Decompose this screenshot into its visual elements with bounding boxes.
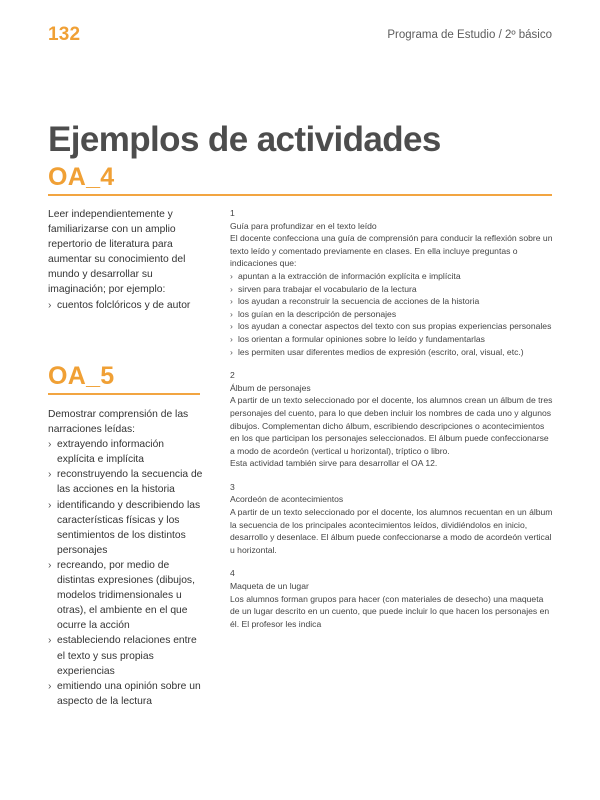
list-item: › apuntan a la extracción de información explícita e implícita: [230, 270, 554, 283]
running-head: [48, 24, 552, 46]
objective-body-oa5: [48, 407, 204, 709]
list-item: › sirven para trabajar el vocabulario de la lectura: [230, 283, 554, 296]
activity-body: A partir de un texto seleccionado por el docente, los alumnos crean un álbum de tres personajes del cuento, para lo que deben incluir los nombres de cada uno y algunos dibujos. Complementan dicho álbum, escribiendo descripciones o acontecimientos en los que participan los personajes seleccionados. El álbum puede confeccionarse a modo de acordeón (vertical u horizontal), tríptico o libro.: [230, 395, 553, 456]
list-item: › los ayudan a conectar aspectos del texto con sus propias experiencias personales: [230, 320, 554, 333]
objective-intro-oa5: Demostrar comprensión de las narraciones leídas:: [48, 409, 189, 436]
activity-body: A partir de un texto seleccionado por el docente, los alumnos recuentan en un álbum la secuencia de los principales acontecimientos leídos, dividiéndolos en inicio, desarrollo y desenlace. El álbum puede confeccionarse a modo de acordeón vertical u horizontal.: [230, 507, 553, 555]
activity-bullets: [230, 270, 554, 358]
activity-number: 2: [230, 370, 235, 381]
activity-1: [230, 207, 554, 358]
list-item: › estableciendo relaciones entre el texto y sus propias experiencias: [48, 633, 204, 678]
list-item: › los orientan a formular opiniones sobre lo leído y fundamentarlas: [230, 333, 554, 346]
objective-bullets-oa5: [48, 437, 204, 709]
activity-2: [230, 369, 554, 470]
running-head-title: Programa de Estudio / 2º básico: [387, 29, 552, 41]
activity-title: Guía para profundizar en el texto leído: [230, 220, 377, 231]
activity-title: Maqueta de un lugar: [230, 581, 309, 592]
activity-body: El docente confecciona una guía de comprensión para conducir la reflexión sobre un texto leído y comentado previamente en clases. En ella incluye preguntas o indicaciones que:: [230, 233, 553, 269]
page-title: Ejemplos de actividades: [48, 120, 441, 160]
objective-rule-oa4: [48, 194, 552, 196]
objective-bullets-oa4: [48, 298, 204, 313]
activity-note: Esta actividad también sirve para desarrollar el OA 12.: [230, 458, 438, 469]
activity-title: Acordeón de acontecimientos: [230, 494, 344, 505]
list-item: › cuentos folclóricos y de autor: [48, 298, 204, 313]
activity-title: Álbum de personajes: [230, 382, 311, 393]
activity-4: [230, 567, 554, 630]
objective-body-oa4: [48, 207, 204, 313]
activities-column: [230, 207, 554, 641]
list-item: › identificando y describiendo las características físicas y los sentimientos de los distintos personajes: [48, 498, 204, 558]
list-item: › extrayendo información explícita e implícita: [48, 437, 204, 467]
activity-3: [230, 481, 554, 557]
list-item: › los guían en la descripción de personajes: [230, 308, 554, 321]
objective-heading-oa5: OA_5: [48, 362, 115, 390]
activity-number: 1: [230, 208, 235, 218]
list-item: › los ayudan a reconstruir la secuencia de acciones de la historia: [230, 295, 554, 308]
activity-body: Los alumnos forman grupos para hacer (con materiales de desecho) una maqueta de un lugar descrito en un cuento, que puede incluir lo que hacen los personajes en él. El profesor les indica: [230, 593, 550, 629]
objective-heading-oa4: OA_4: [48, 163, 115, 191]
objective-intro-oa4: Leer independientemente y familiarizarse con un amplio repertorio de literatura para aumentar su conocimiento del mundo y desarrollar su imaginación; por ejemplo:: [48, 209, 186, 296]
list-item: › reconstruyendo la secuencia de las acciones en la historia: [48, 467, 204, 497]
activity-number: 3: [230, 481, 235, 492]
objective-rule-oa5: [48, 393, 200, 395]
page-number: 132: [48, 24, 81, 45]
activity-number: 4: [230, 568, 235, 579]
list-item: › les permiten usar diferentes medios de expresión (escrito, oral, visual, etc.): [230, 346, 554, 359]
list-item: › recreando, por medio de distintas expresiones (dibujos, modelos tridimensionales u otras), el ambiente en el que ocurre la acción: [48, 558, 204, 633]
list-item: › emitiendo una opinión sobre un aspecto de la lectura: [48, 679, 204, 709]
